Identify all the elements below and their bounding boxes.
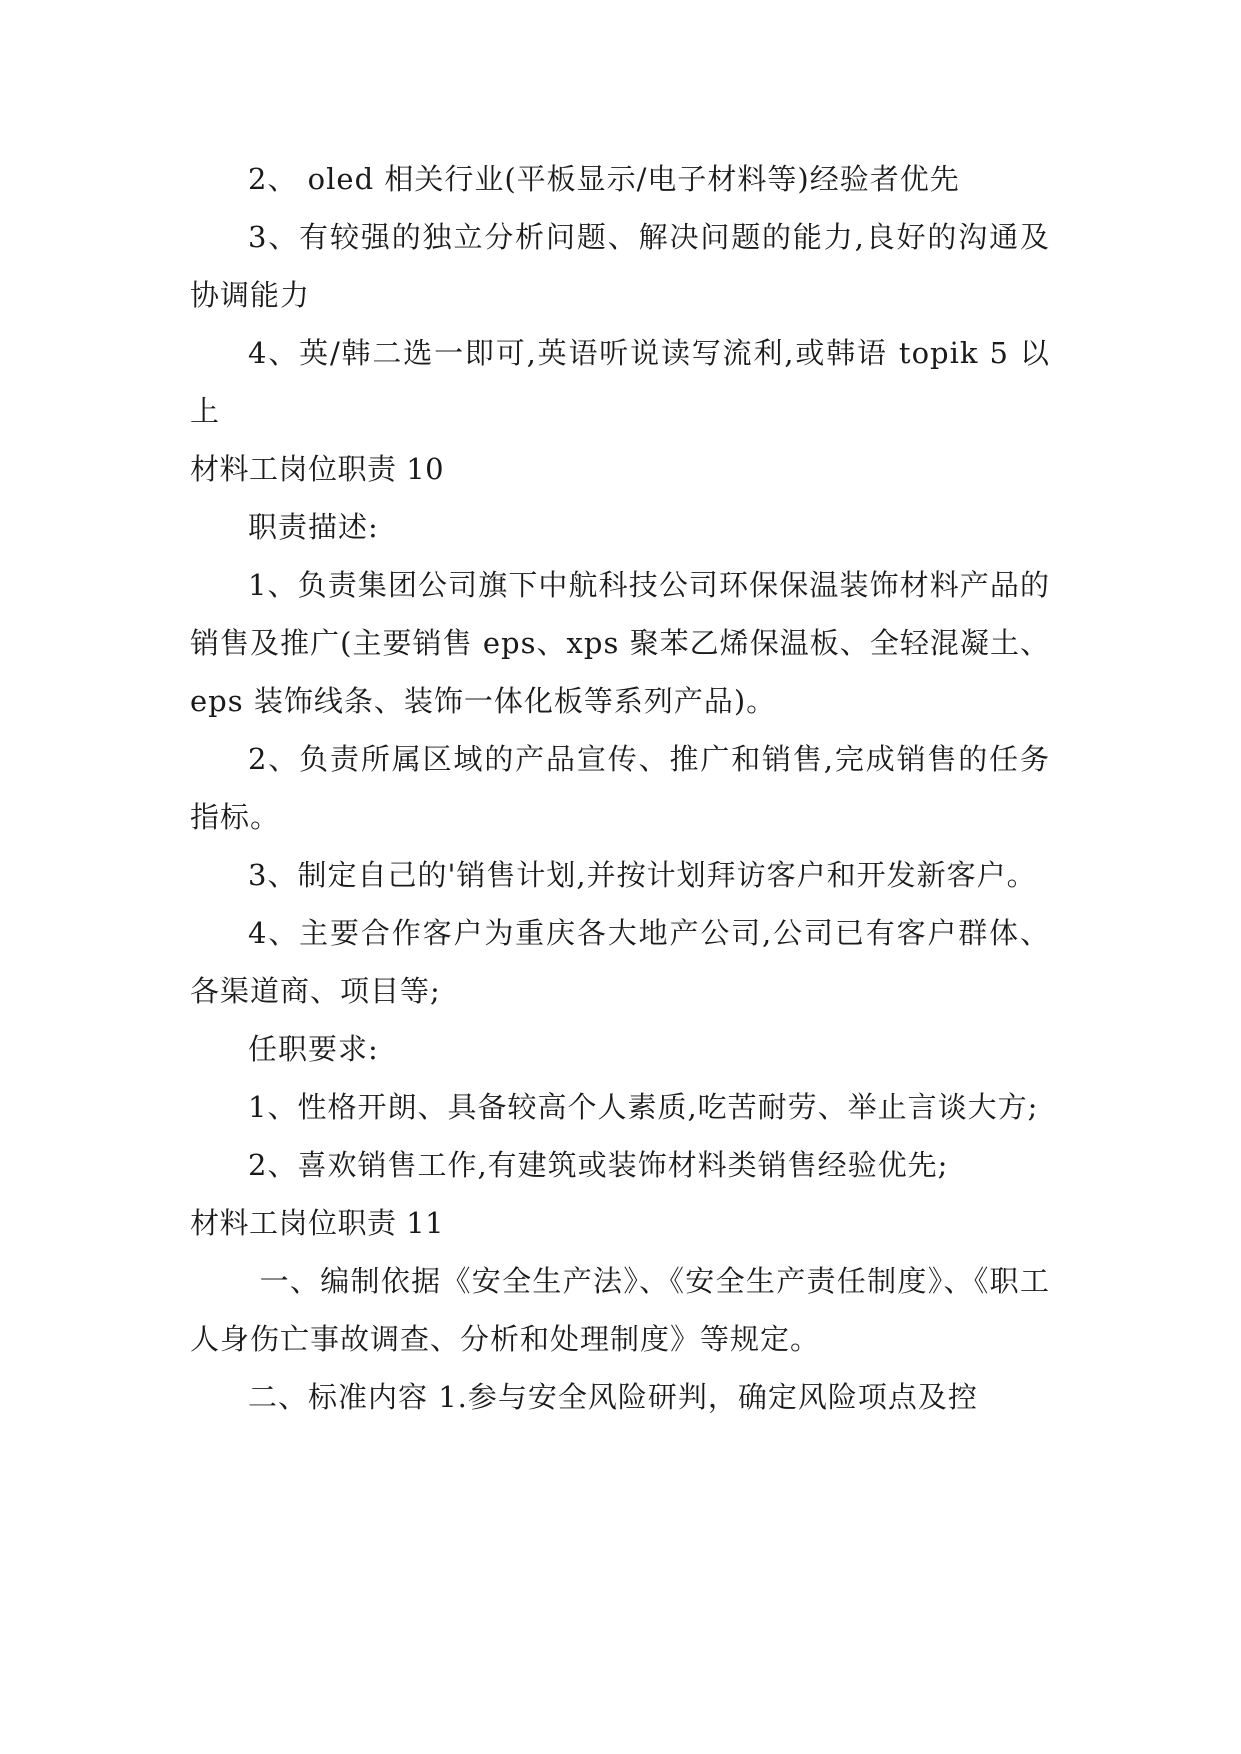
- section-heading-10: 材料工岗位职责 10: [190, 452, 445, 486]
- paragraph-requirement-3: 3、有较强的独立分析问题、解决问题的能力,良好的沟通及协调能力: [190, 220, 1050, 312]
- paragraph-qualification-2: 2、喜欢销售工作,有建筑或装饰材料类销售经验优先;: [248, 1148, 949, 1182]
- paragraph-qualifications-label: 任职要求:: [248, 1032, 379, 1066]
- paragraph-duty-3: 3、制定自己的'销售计划,并按计划拜访客户和开发新客户。: [248, 858, 1037, 892]
- document-body: [190, 150, 1050, 1426]
- paragraph-requirement-4: 4、英/韩二选一即可,英语听说读写流利,或韩语 topik 5 以上: [190, 336, 1050, 428]
- paragraph-duty-1: 1、负责集团公司旗下中航科技公司环保保温装饰材料产品的销售及推广(主要销售 eps、xps 聚苯乙烯保温板、全轻混凝土、eps 装饰线条、装饰一体化板等系列产品)。: [190, 568, 1050, 718]
- paragraph-duty-2: 2、负责所属区域的产品宣传、推广和销售,完成销售的任务指标。: [190, 742, 1050, 834]
- paragraph-duties-label: 职责描述:: [248, 510, 379, 544]
- paragraph-standard-content: 二、标准内容 1.参与安全风险研判，确定风险项点及控: [248, 1380, 978, 1414]
- paragraph-duty-4: 4、主要合作客户为重庆各大地产公司,公司已有客户群体、各渠道商、项目等;: [190, 916, 1050, 1008]
- paragraph-basis: 一、编制依据《安全生产法》、《安全生产责任制度》、《职工人身伤亡事故调查、分析和处理制度》等规定。: [190, 1264, 1050, 1356]
- section-heading-11: 材料工岗位职责 11: [190, 1206, 445, 1240]
- paragraph-requirement-2: 2、 oled 相关行业(平板显示/电子材料等)经验者优先: [248, 162, 960, 196]
- paragraph-qualification-1: 1、性格开朗、具备较高个人素质,吃苦耐劳、举止言谈大方;: [248, 1090, 1039, 1124]
